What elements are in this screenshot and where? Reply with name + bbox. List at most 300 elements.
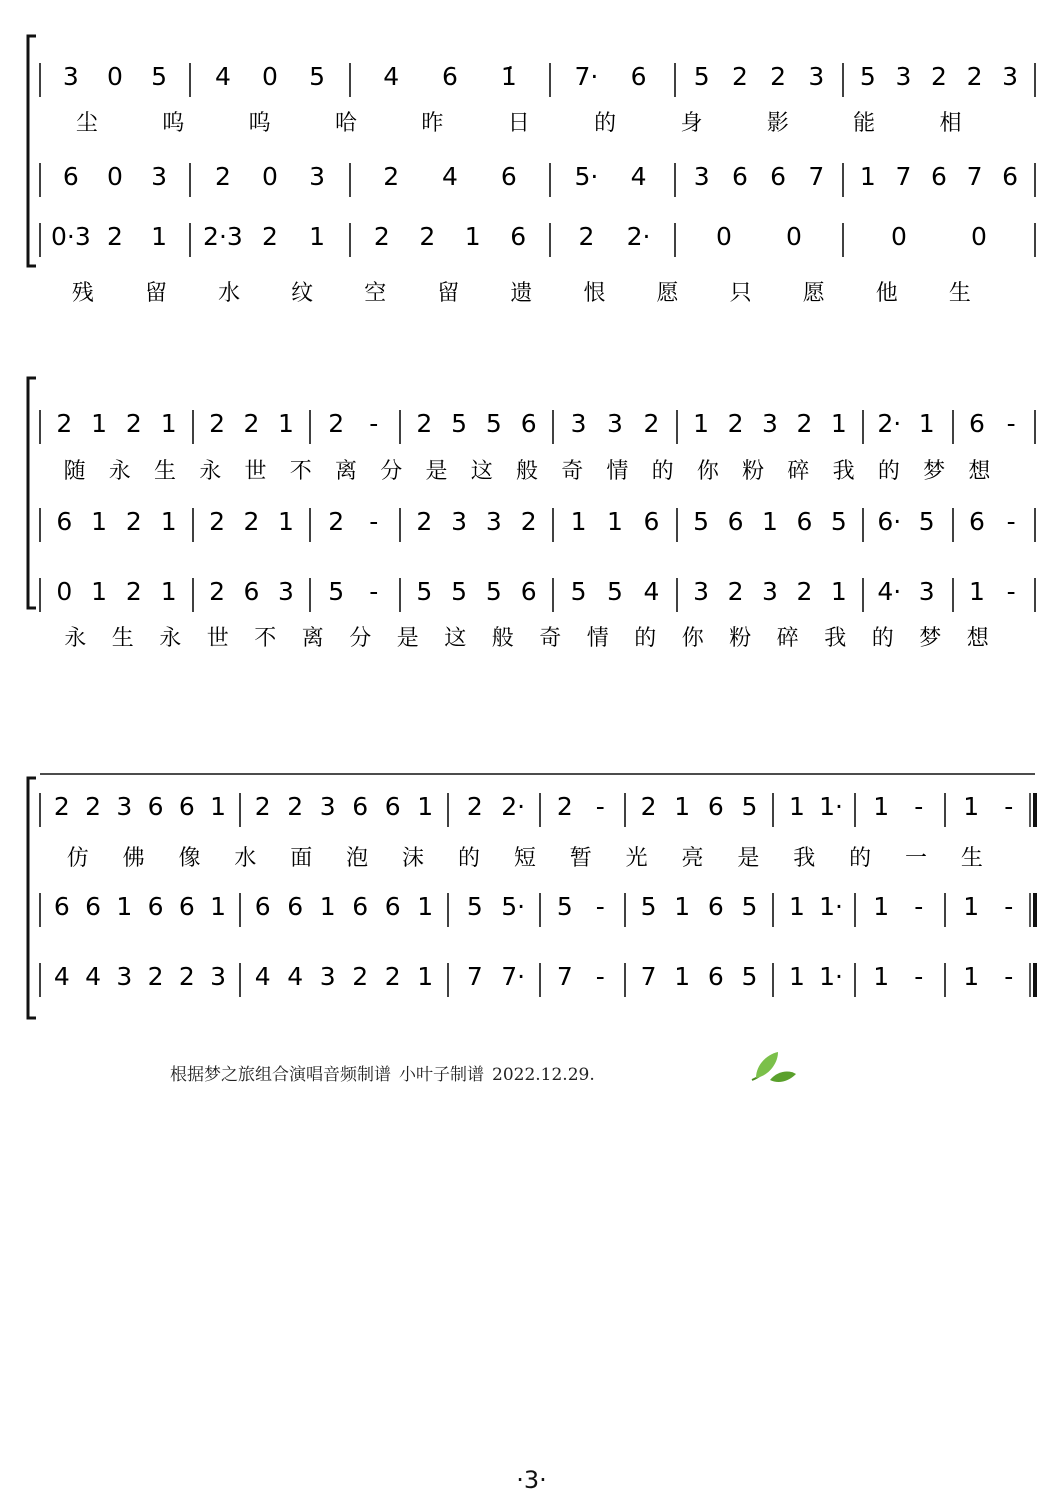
note: 7 — [895, 162, 912, 191]
note: 2 — [53, 792, 70, 821]
note: 2 — [209, 577, 226, 606]
note: 1 — [674, 962, 691, 991]
note: 2 — [383, 162, 400, 191]
note: 1 — [417, 792, 434, 821]
note: 2 — [56, 409, 73, 438]
note: 5 — [640, 892, 657, 921]
note: 1 — [693, 409, 710, 438]
note: - — [914, 962, 924, 991]
lyric-lower: 水 — [218, 281, 241, 306]
note: 2 — [770, 62, 787, 91]
lyric-upper: 我 — [832, 459, 855, 484]
lyric-upper: 呜 — [162, 111, 185, 136]
note: 3 — [693, 577, 710, 606]
note: 2 — [419, 222, 436, 251]
lyric-upper: 离 — [335, 459, 358, 484]
note: 6 — [1002, 162, 1019, 191]
note: 5 — [416, 577, 433, 606]
note: 2 — [731, 62, 748, 91]
note: 1 — [788, 792, 805, 821]
note: 3 — [309, 162, 326, 191]
lyric-upper: 日 — [507, 111, 530, 136]
lyric-upper: 粉 — [742, 459, 765, 484]
score-system — [28, 774, 1035, 1018]
note: 1 — [963, 962, 980, 991]
lyric-upper: 你 — [696, 459, 719, 484]
note: 2 — [125, 409, 142, 438]
note: 5 — [859, 62, 876, 91]
note: 0·3 — [50, 222, 91, 251]
note: - — [1004, 962, 1014, 991]
lyric-upper: 身 — [680, 111, 703, 136]
lyric-lower: 世 — [206, 626, 229, 651]
note: 5 — [151, 62, 168, 91]
note: 7 — [966, 162, 983, 191]
note: 2 — [287, 792, 304, 821]
lyric-upper: 相 — [939, 111, 962, 136]
note: 1 — [417, 892, 434, 921]
note: 7 — [808, 162, 825, 191]
lyric-upper: 亮 — [681, 846, 704, 871]
note: - — [369, 409, 379, 438]
note: 4 — [254, 962, 271, 991]
note: 2 — [147, 962, 164, 991]
note: 1 — [570, 507, 587, 536]
lyric-upper: 佛 — [122, 846, 145, 871]
note: 3 — [607, 409, 623, 438]
note: - — [1006, 577, 1016, 606]
note: 1 — [160, 409, 177, 438]
note: 1· — [819, 892, 844, 921]
note: 6 — [147, 892, 164, 921]
note: 6 — [147, 792, 164, 821]
note: 6 — [352, 792, 369, 821]
note: 3 — [319, 792, 336, 821]
note: 6 — [442, 62, 458, 91]
note: 2 — [578, 222, 595, 251]
note: 2 — [727, 409, 744, 438]
lyric-lower: 般 — [491, 626, 514, 651]
note: - — [595, 962, 605, 991]
note: - — [914, 792, 924, 821]
note: 2 — [796, 409, 813, 438]
note: 4 — [287, 962, 304, 991]
note: 6 — [796, 507, 813, 536]
lyric-upper: 碎 — [787, 459, 810, 484]
note: 1 — [160, 577, 177, 606]
note: 6 — [287, 892, 304, 921]
note: 4 — [85, 962, 102, 991]
note: 6 — [707, 792, 724, 821]
lyric-upper: 世 — [244, 459, 267, 484]
credit-line — [170, 1060, 595, 1085]
note: 1 — [464, 222, 481, 251]
note: 1 — [607, 507, 623, 536]
note: 0 — [107, 62, 123, 91]
lyric-lower: 愿 — [802, 281, 825, 306]
note: 1 — [309, 222, 326, 251]
lyric-lower: 愿 — [656, 281, 679, 306]
note: 2 — [466, 792, 483, 821]
lyric-upper: 沫 — [402, 846, 425, 871]
lyric-lower: 你 — [681, 626, 704, 651]
note: 2 — [796, 577, 813, 606]
note: - — [595, 892, 605, 921]
lyric-lower: 生 — [111, 626, 134, 651]
lyric-lower: 不 — [254, 626, 277, 651]
note: 7 — [466, 962, 483, 991]
note: 3 — [210, 962, 227, 991]
note: 2 — [209, 409, 226, 438]
note: 3 — [693, 162, 710, 191]
lyric-upper: 生 — [960, 846, 983, 871]
note: 1 — [210, 792, 227, 821]
note: 1 — [277, 507, 294, 536]
note: 1 — [91, 507, 108, 536]
note: 6 — [520, 409, 537, 438]
note: - — [1004, 792, 1014, 821]
note: 1 — [674, 892, 691, 921]
note: 0 — [262, 162, 278, 191]
note: 3 — [116, 962, 133, 991]
lyric-upper: 是 — [737, 846, 760, 871]
lyric-upper: 能 — [853, 111, 876, 136]
note: 6 — [727, 507, 744, 536]
note: 5 — [607, 577, 623, 606]
lyric-upper: 情 — [606, 459, 629, 484]
note: 2 — [727, 577, 744, 606]
system-bracket — [28, 778, 36, 1018]
note: 1 — [873, 792, 890, 821]
score-system — [28, 378, 1035, 651]
note: 7 — [556, 962, 573, 991]
note: 4· — [877, 577, 902, 606]
note: 5 — [451, 577, 468, 606]
lyric-upper: 仿 — [66, 846, 89, 871]
system-bracket — [28, 36, 36, 266]
note: 5 — [741, 892, 758, 921]
note: 6 — [178, 892, 195, 921]
credit-source: 根据梦之旅组合演唱音频制谱 — [170, 1065, 391, 1085]
lyric-lower: 分 — [349, 626, 372, 651]
note: 5 — [328, 577, 345, 606]
lyric-upper: 像 — [178, 846, 201, 871]
note: 5 — [741, 962, 758, 991]
lyric-lower: 想 — [966, 626, 989, 651]
note: 2 — [214, 162, 231, 191]
lyric-upper: 不 — [289, 459, 312, 484]
note: 2 — [556, 792, 573, 821]
note: 6 — [254, 892, 271, 921]
lyric-upper: 尘 — [75, 111, 98, 136]
note: 4 — [383, 62, 400, 91]
note: 2 — [178, 962, 195, 991]
lyric-lower: 的 — [871, 626, 894, 651]
note: 6 — [85, 892, 102, 921]
note: 7· — [501, 962, 526, 991]
note: 1 — [788, 962, 805, 991]
lyric-lower: 的 — [634, 626, 657, 651]
note: 5 — [830, 507, 847, 536]
lyric-upper: 呜 — [248, 111, 271, 136]
note: 6 — [243, 577, 260, 606]
note: 2 — [931, 62, 947, 91]
note: 5· — [501, 892, 526, 921]
note: 1 — [918, 409, 935, 438]
note: 1 — [277, 409, 294, 438]
lyric-lower: 奇 — [539, 626, 562, 651]
note: 2 — [643, 409, 660, 438]
note: 1 — [210, 892, 227, 921]
lyric-lower: 恨 — [583, 281, 606, 306]
lyric-upper: 昨 — [421, 111, 444, 136]
note: 6 — [384, 892, 401, 921]
note: 3 — [277, 577, 294, 606]
note: 0 — [262, 62, 278, 91]
note: 6 — [384, 792, 401, 821]
note: 1 — [160, 507, 177, 536]
lyric-upper: 泡 — [346, 846, 369, 871]
lyric-lower: 离 — [301, 626, 324, 651]
lyric-upper: 般 — [515, 459, 538, 484]
lyric-upper: 的 — [877, 459, 900, 484]
note: 2·3 — [203, 222, 243, 251]
note: 1 — [91, 409, 108, 438]
note: 2 — [107, 222, 123, 251]
note: 1 — [830, 409, 847, 438]
note: 1 — [873, 892, 890, 921]
note: 2 — [262, 222, 278, 251]
note: 2 — [373, 222, 390, 251]
note: 2 — [328, 409, 345, 438]
lyric-upper: 永 — [199, 459, 222, 484]
note: 1 — [674, 792, 691, 821]
lyric-upper: 的 — [849, 846, 872, 871]
note: 1 — [968, 577, 985, 606]
note: 6 — [968, 409, 985, 438]
note: 6· — [877, 507, 902, 536]
note: 0 — [56, 577, 73, 606]
note: - — [1006, 409, 1016, 438]
note: 3 — [808, 62, 825, 91]
note: 5 — [466, 892, 483, 921]
note: 3 — [451, 507, 468, 536]
lyric-upper: 面 — [290, 846, 313, 871]
note: 2 — [243, 507, 260, 536]
note: 6 — [731, 162, 748, 191]
note: 5 — [693, 507, 710, 536]
lyric-lower: 这 — [444, 626, 467, 651]
note: 7· — [574, 62, 599, 91]
note: 1 — [859, 162, 876, 191]
lyric-upper: 水 — [234, 846, 257, 871]
note: - — [1006, 507, 1016, 536]
note: 4 — [214, 62, 231, 91]
note: 2 — [125, 507, 142, 536]
note: 5 — [741, 792, 758, 821]
note: 0 — [786, 222, 802, 251]
system-bracket — [28, 378, 36, 608]
note: 2 — [640, 792, 657, 821]
note: - — [369, 507, 379, 536]
note: 4 — [53, 962, 70, 991]
note: 5 — [556, 892, 573, 921]
lyric-upper: 的 — [457, 846, 480, 871]
lyric-lower: 粉 — [729, 626, 752, 651]
note: 2· — [877, 409, 902, 438]
note: 2· — [626, 222, 651, 251]
note: 3 — [570, 409, 587, 438]
note: 2· — [501, 792, 526, 821]
note: 1 — [91, 577, 108, 606]
note: 2 — [254, 792, 271, 821]
lyric-upper: 是 — [425, 459, 448, 484]
note: 6 — [352, 892, 369, 921]
note: 3 — [918, 577, 935, 606]
note: 5 — [451, 409, 468, 438]
lyric-lower: 他 — [875, 281, 898, 306]
note: - — [369, 577, 379, 606]
note: 3 — [762, 409, 778, 438]
note: 1 — [417, 962, 434, 991]
note: 4 — [442, 162, 458, 191]
credit-date: 2022.12.29. — [492, 1065, 595, 1085]
lyric-lower: 遗 — [510, 281, 533, 306]
note: 1 — [116, 892, 133, 921]
note: - — [595, 792, 605, 821]
lyric-lower: 生 — [948, 281, 971, 306]
note: 2 — [209, 507, 226, 536]
note: 0 — [891, 222, 907, 251]
lyric-lower: 空 — [364, 281, 387, 306]
note: 1· — [819, 962, 844, 991]
note: 2 — [243, 409, 260, 438]
note: 6 — [707, 892, 724, 921]
lyric-upper: 这 — [470, 459, 493, 484]
lyric-lower: 残 — [71, 281, 94, 306]
lyric-lower: 是 — [396, 626, 419, 651]
lyric-lower: 永 — [64, 626, 87, 651]
note: 6 — [707, 962, 724, 991]
lyric-lower: 梦 — [919, 626, 942, 651]
note: 3 — [1002, 62, 1019, 91]
note: 5 — [693, 62, 710, 91]
note: 7 — [640, 962, 657, 991]
lyric-upper: 哈 — [335, 111, 358, 136]
note: 4 — [630, 162, 647, 191]
lyric-upper: 永 — [108, 459, 131, 484]
note: 6 — [62, 162, 79, 191]
note: 0 — [716, 222, 732, 251]
note: 6 — [53, 892, 70, 921]
note: 2 — [85, 792, 102, 821]
note: 0 — [971, 222, 987, 251]
note: 1̇ — [500, 62, 517, 91]
note: 3 — [485, 507, 502, 536]
lyric-upper: 奇 — [561, 459, 584, 484]
note: - — [914, 892, 924, 921]
note: 1 — [963, 792, 980, 821]
note: 1 — [830, 577, 847, 606]
note: 6 — [770, 162, 787, 191]
note: 1 — [963, 892, 980, 921]
lyric-lower: 纹 — [291, 281, 314, 306]
note: 3 — [319, 962, 336, 991]
note: 3 — [151, 162, 168, 191]
note: 5 — [485, 577, 502, 606]
note: 1 — [151, 222, 168, 251]
lyric-lower: 情 — [586, 626, 609, 651]
note: 6 — [510, 222, 527, 251]
score-system — [28, 36, 1035, 306]
lyric-upper: 影 — [766, 111, 789, 136]
note: 5 — [309, 62, 326, 91]
note: 2 — [125, 577, 142, 606]
note: 2 — [966, 62, 983, 91]
credit-author: 小叶子制谱 — [399, 1065, 484, 1085]
lyric-upper: 光 — [625, 846, 648, 871]
note: 6 — [178, 792, 195, 821]
lyric-upper: 梦 — [923, 459, 946, 484]
lyric-upper: 的 — [651, 459, 674, 484]
note: 5 — [570, 577, 587, 606]
note: 2 — [328, 507, 345, 536]
lyric-upper: 的 — [594, 111, 617, 136]
lyric-lower: 永 — [159, 626, 182, 651]
note: 1· — [819, 792, 844, 821]
note: 3 — [895, 62, 912, 91]
lyric-upper: 我 — [793, 846, 816, 871]
note: 1 — [873, 962, 890, 991]
note: 2 — [520, 507, 537, 536]
note: 6 — [56, 507, 73, 536]
lyric-upper: 想 — [968, 459, 991, 484]
note: 2 — [416, 409, 433, 438]
lyric-lower: 留 — [437, 281, 460, 306]
note: 5 — [918, 507, 935, 536]
lyric-lower: 碎 — [776, 626, 799, 651]
note: 3 — [62, 62, 79, 91]
note: 5· — [574, 162, 599, 191]
lyric-upper: 随 — [63, 459, 86, 484]
lyric-lower: 我 — [824, 626, 847, 651]
note: 6 — [968, 507, 985, 536]
note: 1 — [319, 892, 336, 921]
note: - — [1004, 892, 1014, 921]
note: 6 — [643, 507, 660, 536]
note: 1 — [762, 507, 778, 536]
note: 2 — [416, 507, 433, 536]
note: 0 — [107, 162, 123, 191]
lyric-lower: 留 — [145, 281, 168, 306]
note: 4 — [643, 577, 660, 606]
note: 3 — [116, 792, 133, 821]
note: 6 — [500, 162, 517, 191]
note: 1 — [788, 892, 805, 921]
note: 2 — [384, 962, 401, 991]
lyric-upper: 生 — [154, 459, 177, 484]
score-systems — [28, 36, 1035, 1018]
note: 6 — [520, 577, 537, 606]
leaf-icon — [748, 1050, 798, 1086]
lyric-lower: 只 — [729, 281, 752, 306]
page-number: ·3· — [516, 1466, 547, 1494]
note: 6 — [630, 62, 647, 91]
lyric-upper: 分 — [380, 459, 403, 484]
note: 2 — [352, 962, 369, 991]
lyric-upper: 一 — [905, 846, 928, 871]
note: 3 — [762, 577, 778, 606]
